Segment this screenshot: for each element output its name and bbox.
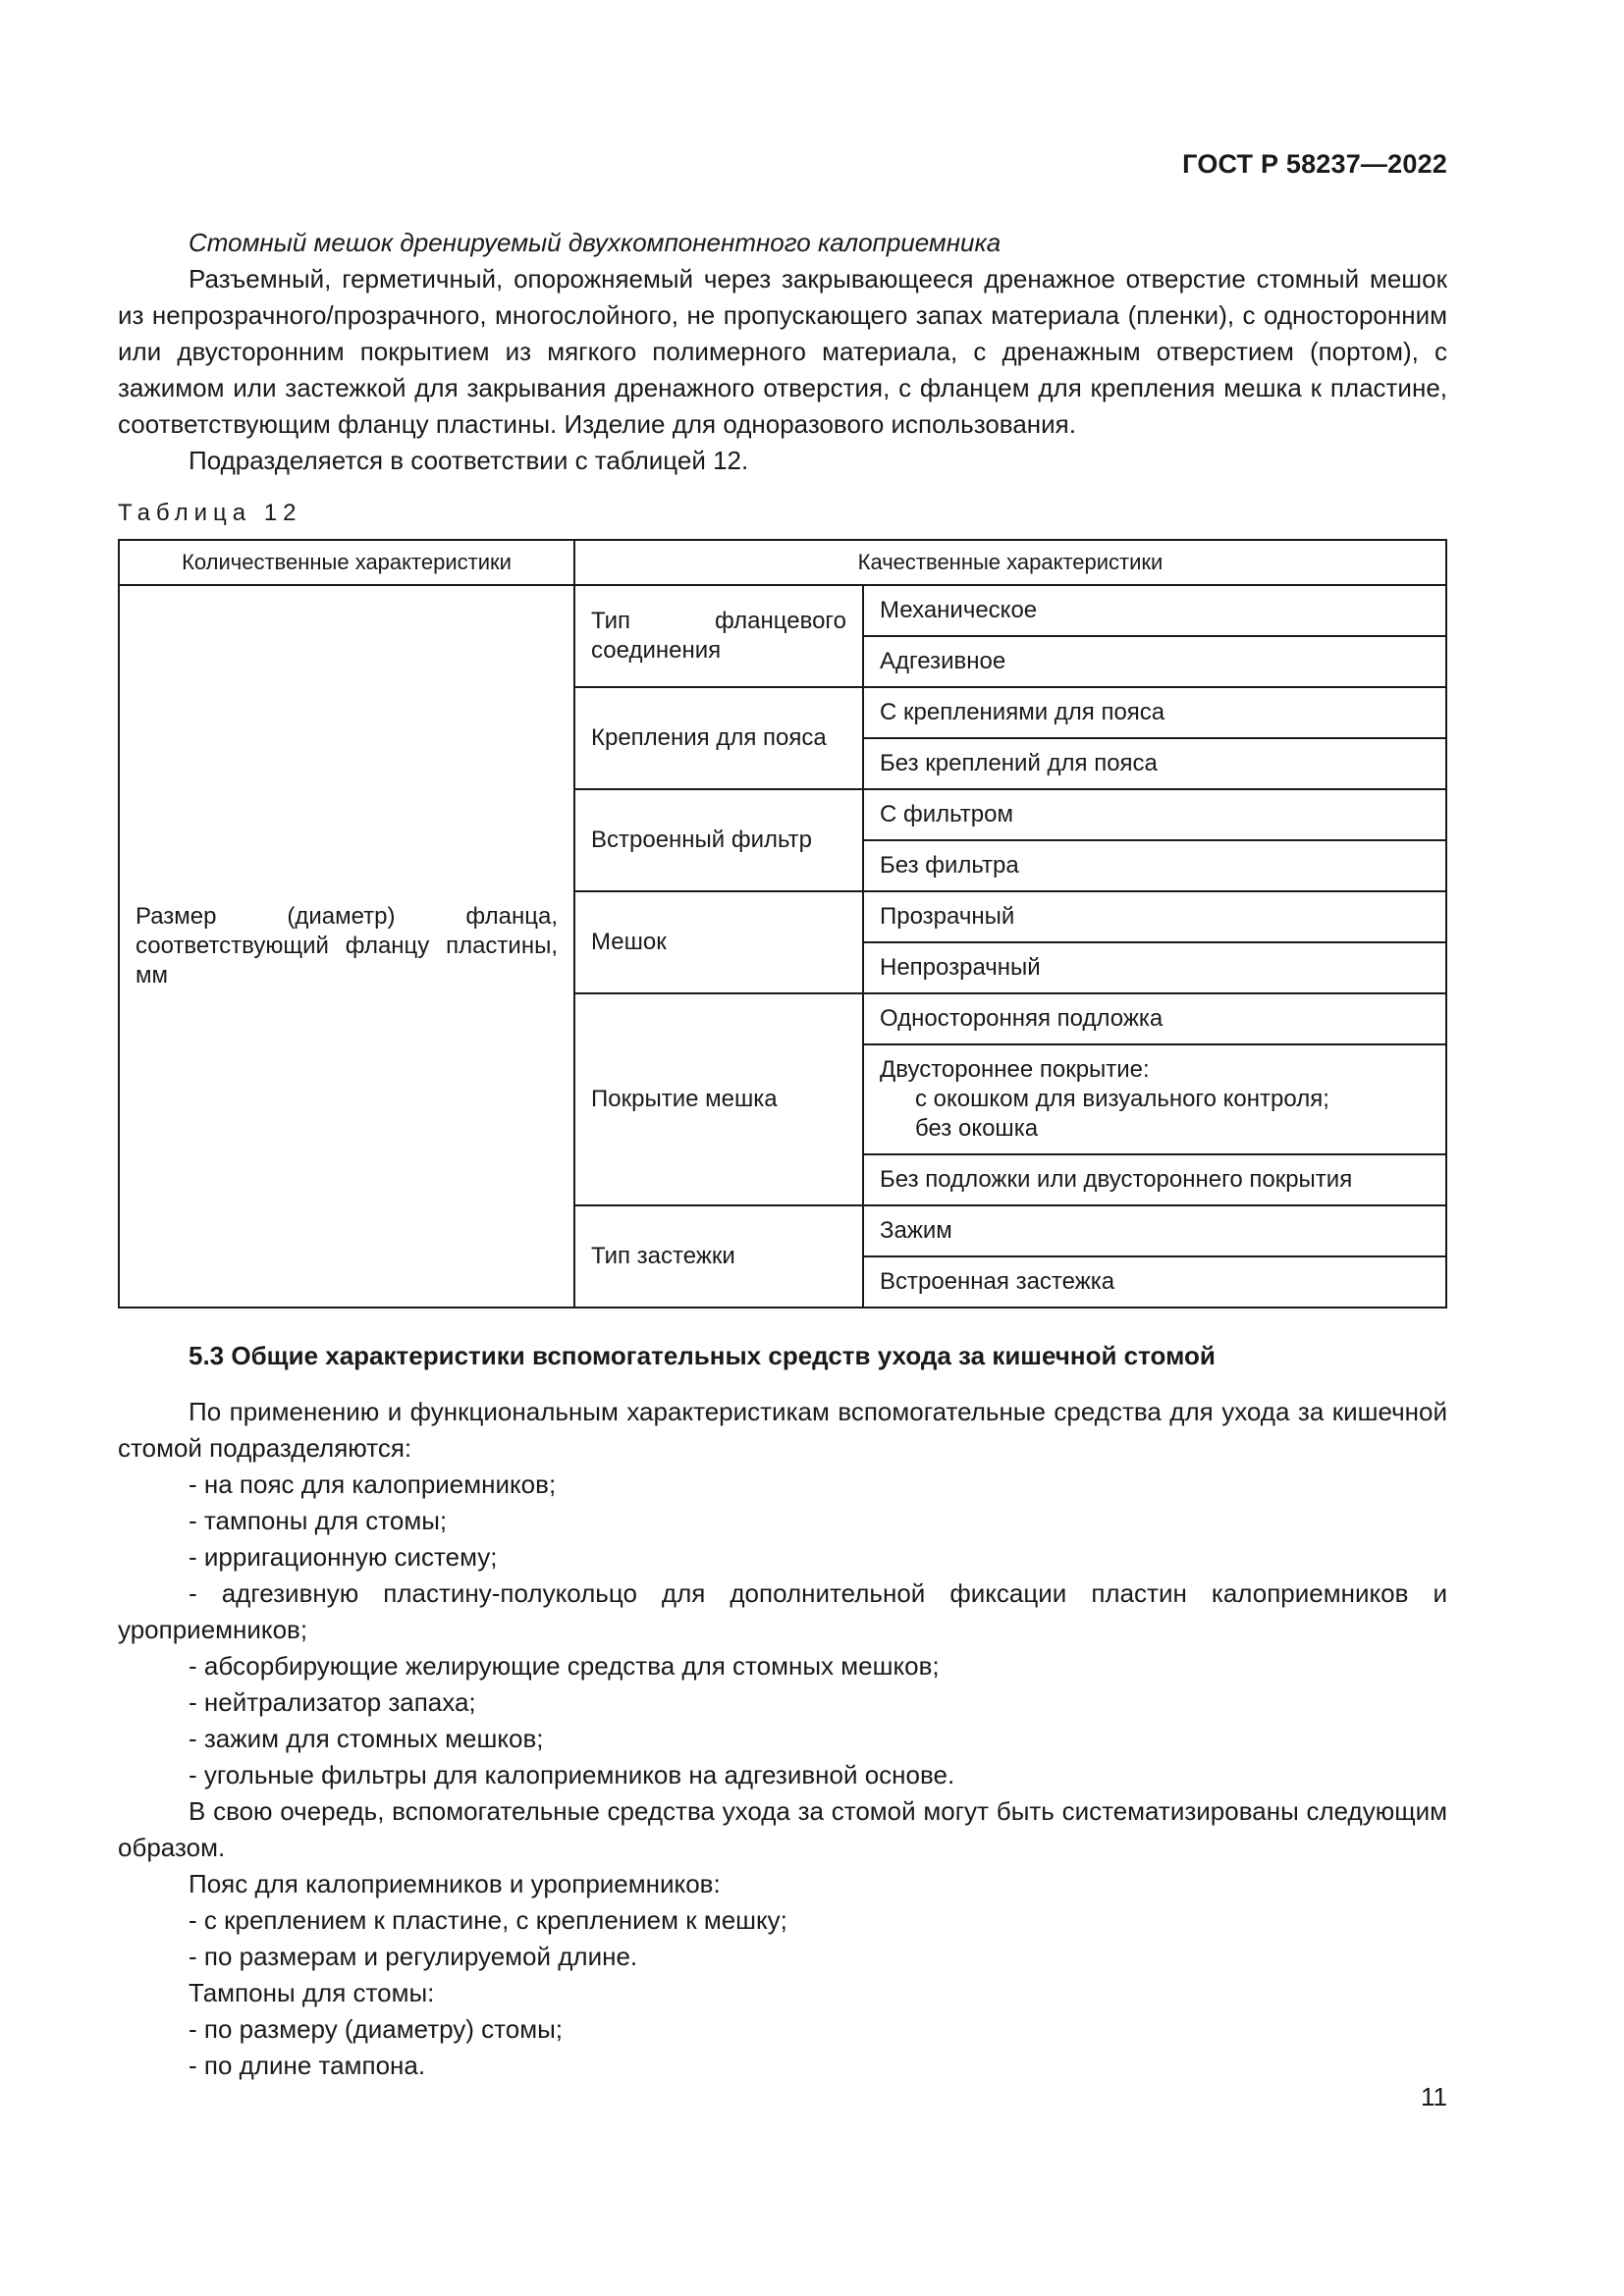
option-cell: Без креплений для пояса	[863, 738, 1446, 789]
group-name: Тип застежки	[574, 1205, 863, 1308]
option-cell: Механическое	[863, 585, 1446, 636]
list-item: - на пояс для калоприемников;	[189, 1469, 557, 1499]
table-row	[119, 585, 1446, 636]
option-cell: Зажим	[863, 1205, 1446, 1256]
option-cell-multiline	[863, 1044, 1446, 1154]
suboption: с окошком для визуального контроля;	[915, 1086, 1329, 1112]
suboption: без окошка	[915, 1115, 1039, 1142]
list-item: - абсорбирующие желирующие средства для стомных мешков;	[189, 1651, 940, 1681]
standard-code: ГОСТ Р 58237—2022	[1182, 149, 1447, 179]
list-item: - по размерам и регулируемой длине.	[189, 1942, 638, 1971]
option-cell: Без подложки или двустороннего покрытия	[863, 1154, 1446, 1205]
group-name: Тип фланцевого соединения	[574, 585, 863, 687]
section-intro: По применению и функциональным характеристикам вспомогательные средства для ухода за кишечной стомой подразделяются:	[118, 1397, 1447, 1463]
belt-title: Пояс для калоприемников и уроприемников:	[189, 1869, 721, 1898]
page-number: 11	[1421, 2082, 1447, 2111]
option-cell: С фильтром	[863, 789, 1446, 840]
quantitative-text: Размер (диаметр) фланца, соответствующий фланцу пластины, мм	[135, 903, 558, 988]
tampon-title: Тампоны для стомы:	[189, 1978, 435, 2007]
list-item: - адгезивную пластину-полукольцо для дополнительной фиксации пластин калоприемников и уроприемников;	[118, 1578, 1447, 1644]
table-12	[118, 539, 1447, 1308]
option-cell: Прозрачный	[863, 891, 1446, 942]
option-cell: Односторонняя подложка	[863, 993, 1446, 1044]
option-cell: Без фильтра	[863, 840, 1446, 891]
section-italic-title: Стомный мешок дренируемый двухкомпонентного калоприемника	[189, 228, 1001, 257]
list-item: - с креплением к пластине, с креплением к мешку;	[189, 1905, 787, 1935]
quantitative-cell	[119, 585, 574, 1308]
option-cell: Адгезивное	[863, 636, 1446, 687]
section-heading: 5.3 Общие характеристики вспомогательных средств ухода за кишечной стомой	[189, 1341, 1216, 1370]
table-caption: Таблица 12	[118, 500, 302, 526]
systematization-paragraph: В свою очередь, вспомогательные средства ухода за стомой могут быть систематизированы следующим образом.	[118, 1796, 1447, 1862]
list-item: - тампоны для стомы;	[189, 1506, 448, 1535]
header-quantitative: Количественные характеристики	[119, 540, 574, 585]
group-name: Покрытие мешка	[574, 993, 863, 1205]
list-item: - зажим для стомных мешков;	[189, 1724, 544, 1753]
group-name: Встроенный фильтр	[574, 789, 863, 891]
group-name: Мешок	[574, 891, 863, 993]
option-cell: С креплениями для пояса	[863, 687, 1446, 738]
option-label: Двустороннее покрытие:	[880, 1056, 1150, 1083]
subdivision-note: Подразделяется в соответствии с таблицей 12.	[189, 446, 749, 475]
page-content	[118, 225, 1447, 2084]
header-qualitative: Качественные характеристики	[574, 540, 1446, 585]
group-name: Крепления для пояса	[574, 687, 863, 789]
list-item: - по длине тампона.	[189, 2051, 426, 2080]
option-cell: Непрозрачный	[863, 942, 1446, 993]
list-item: - угольные фильтры для калоприемников на адгезивной основе.	[189, 1760, 955, 1789]
description-paragraph: Разъемный, герметичный, опорожняемый через закрывающееся дренажное отверстие стомный мешок из непрозрачного/прозрачного, многослойного, не пропускающего запах материала (пленки), с односторонним или двусторонним покрытием из мягкого полимерного материала, с дренажным отверстием (портом), с зажимом или застежкой для закрывания дренажного отверстия, с фланцем для крепления мешка к пластине, соответствующим фланцу пластины. Изделие для одноразового использования.	[118, 264, 1447, 439]
option-cell: Встроенная застежка	[863, 1256, 1446, 1308]
list-item: - по размеру (диаметру) стомы;	[189, 2014, 564, 2044]
table-header-row	[119, 540, 1446, 585]
list-item: - нейтрализатор запаха;	[189, 1687, 476, 1717]
list-item: - ирригационную систему;	[189, 1542, 498, 1572]
